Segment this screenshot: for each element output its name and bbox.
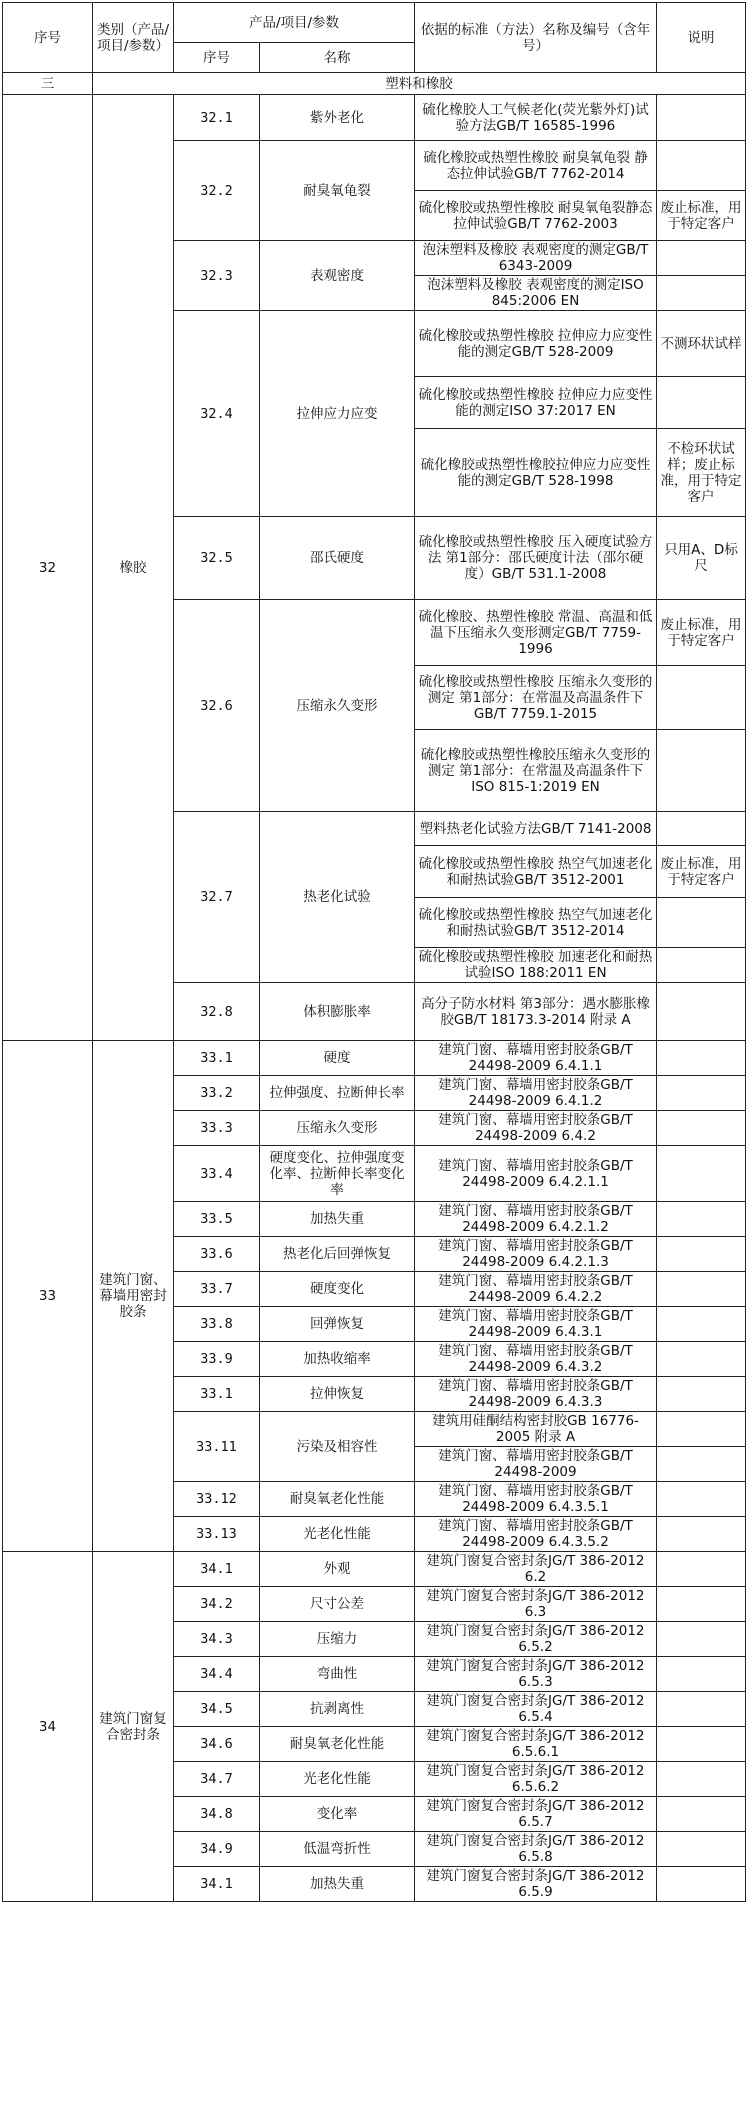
standard-cell: 建筑门窗复合密封条JG/T 386-2012 6.5.7 — [415, 1797, 657, 1832]
standard-cell: 硫化橡胶或热塑性橡胶 加速老化和耐热试验ISO 188:2011 EN — [415, 948, 657, 983]
item-number-cell: 34.4 — [174, 1657, 260, 1692]
remark-cell — [657, 730, 746, 812]
item-number-cell: 33.7 — [174, 1272, 260, 1307]
remark-cell — [657, 1237, 746, 1272]
standard-cell: 硫化橡胶或热塑性橡胶 耐臭氧龟裂 静态拉伸试验GB/T 7762-2014 — [415, 141, 657, 191]
section-row — [3, 73, 746, 95]
remark-cell — [657, 1447, 746, 1482]
item-number-cell: 32.8 — [174, 983, 260, 1041]
standard-cell: 建筑门窗、幕墙用密封胶条GB/T 24498-2009 6.4.2 — [415, 1111, 657, 1146]
item-name-cell: 低温弯折性 — [260, 1832, 415, 1867]
item-name-cell: 变化率 — [260, 1797, 415, 1832]
standard-cell: 建筑门窗复合密封条JG/T 386-2012 6.3 — [415, 1587, 657, 1622]
header-sub-seq: 序号 — [174, 43, 260, 73]
standard-cell: 建筑门窗、幕墙用密封胶条GB/T 24498-2009 6.4.1.1 — [415, 1041, 657, 1076]
remark-cell: 不检环状试样；废止标准，用于特定客户 — [657, 429, 746, 517]
remark-cell — [657, 1146, 746, 1202]
item-name-cell: 压缩力 — [260, 1622, 415, 1657]
header-standard: 依据的标准（方法）名称及编号（含年号） — [415, 3, 657, 73]
remark-cell — [657, 377, 746, 429]
standard-cell: 硫化橡胶或热塑性橡胶 压入硬度试验方法 第1部分：邵氏硬度计法（邵尔硬度）GB/T 531.1-2008 — [415, 517, 657, 600]
standard-cell: 建筑门窗、幕墙用密封胶条GB/T 24498-2009 6.4.3.3 — [415, 1377, 657, 1412]
remark-cell — [657, 812, 746, 846]
remark-cell: 废止标准，用于特定客户 — [657, 191, 746, 241]
group-category-cell: 建筑门窗、幕墙用密封胶条 — [93, 1041, 174, 1552]
standard-cell: 建筑门窗复合密封条JG/T 386-2012 6.2 — [415, 1552, 657, 1587]
header-seq: 序号 — [3, 3, 93, 73]
item-number-cell: 32.1 — [174, 95, 260, 141]
standard-cell: 建筑门窗、幕墙用密封胶条GB/T 24498-2009 6.4.3.5.1 — [415, 1482, 657, 1517]
remark-cell — [657, 1517, 746, 1552]
item-name-cell: 硬度 — [260, 1041, 415, 1076]
remark-cell: 废止标准，用于特定客户 — [657, 600, 746, 666]
item-name-cell: 拉伸恢复 — [260, 1377, 415, 1412]
header-name: 名称 — [260, 43, 415, 73]
standard-cell: 建筑门窗、幕墙用密封胶条GB/T 24498-2009 6.4.3.2 — [415, 1342, 657, 1377]
standard-cell: 硫化橡胶或热塑性橡胶 耐臭氧龟裂静态拉伸试验GB/T 7762-2003 — [415, 191, 657, 241]
standard-cell: 硫化橡胶或热塑性橡胶 拉伸应力应变性能的测定GB/T 528-2009 — [415, 311, 657, 377]
table-header — [3, 3, 746, 73]
item-name-cell: 尺寸公差 — [260, 1587, 415, 1622]
header-category: 类别（产品/项目/参数） — [93, 3, 174, 73]
item-number-cell: 33.8 — [174, 1307, 260, 1342]
remark-cell — [657, 276, 746, 311]
item-number-cell: 33.13 — [174, 1517, 260, 1552]
remark-cell — [657, 1727, 746, 1762]
standard-cell: 建筑门窗复合密封条JG/T 386-2012 6.5.8 — [415, 1832, 657, 1867]
header-product-group: 产品/项目/参数 — [174, 3, 415, 43]
item-number-cell: 34.1 — [174, 1867, 260, 1902]
remark-cell — [657, 1692, 746, 1727]
remark-cell — [657, 1076, 746, 1111]
standard-cell: 泡沫塑料及橡胶 表观密度的测定GB/T 6343-2009 — [415, 241, 657, 276]
item-number-cell: 33.12 — [174, 1482, 260, 1517]
standard-cell: 建筑门窗复合密封条JG/T 386-2012 6.5.6.2 — [415, 1762, 657, 1797]
standard-cell: 硫化橡胶或热塑性橡胶 拉伸应力应变性能的测定ISO 37:2017 EN — [415, 377, 657, 429]
remark-cell — [657, 1377, 746, 1412]
item-name-cell: 表观密度 — [260, 241, 415, 311]
standard-cell: 硫化橡胶或热塑性橡胶压缩永久变形的测定 第1部分：在常温及高温条件下ISO 815-1:2019 EN — [415, 730, 657, 812]
standard-cell: 高分子防水材料 第3部分：遇水膨胀橡胶GB/T 18173.3-2014 附录 A — [415, 983, 657, 1041]
group-seq-cell: 33 — [3, 1041, 93, 1552]
table-body — [3, 73, 746, 1902]
item-number-cell: 32.3 — [174, 241, 260, 311]
remark-cell — [657, 1412, 746, 1447]
item-number-cell: 33.4 — [174, 1146, 260, 1202]
remark-cell — [657, 1202, 746, 1237]
item-number-cell: 34.6 — [174, 1727, 260, 1762]
remark-cell: 只用A、D标尺 — [657, 517, 746, 600]
item-name-cell: 硬度变化、拉伸强度变化率、拉断伸长率变化率 — [260, 1146, 415, 1202]
standard-cell: 建筑门窗复合密封条JG/T 386-2012 6.5.6.1 — [415, 1727, 657, 1762]
item-name-cell: 弯曲性 — [260, 1657, 415, 1692]
item-name-cell: 热老化试验 — [260, 812, 415, 983]
item-name-cell: 光老化性能 — [260, 1517, 415, 1552]
item-number-cell: 32.6 — [174, 600, 260, 812]
standard-cell: 建筑门窗、幕墙用密封胶条GB/T 24498-2009 6.4.2.1.2 — [415, 1202, 657, 1237]
standard-cell: 硫化橡胶、热塑性橡胶 常温、高温和低温下压缩永久变形测定GB/T 7759-1996 — [415, 600, 657, 666]
remark-cell — [657, 1657, 746, 1692]
item-number-cell: 32.2 — [174, 141, 260, 241]
item-name-cell: 压缩永久变形 — [260, 1111, 415, 1146]
item-name-cell: 紫外老化 — [260, 95, 415, 141]
item-name-cell: 光老化性能 — [260, 1762, 415, 1797]
item-name-cell: 拉伸应力应变 — [260, 311, 415, 517]
section-number: 三 — [3, 73, 93, 95]
standard-cell: 建筑门窗、幕墙用密封胶条GB/T 24498-2009 6.4.2.1.1 — [415, 1146, 657, 1202]
standard-cell: 建筑门窗、幕墙用密封胶条GB/T 24498-2009 6.4.1.2 — [415, 1076, 657, 1111]
remark-cell — [657, 1272, 746, 1307]
standard-cell: 硫化橡胶或热塑性橡胶 热空气加速老化和耐热试验GB/T 3512-2001 — [415, 846, 657, 898]
item-number-cell: 34.1 — [174, 1552, 260, 1587]
item-name-cell: 回弹恢复 — [260, 1307, 415, 1342]
header-remark: 说明 — [657, 3, 746, 73]
item-name-cell: 体积膨胀率 — [260, 983, 415, 1041]
group-category-cell: 橡胶 — [93, 95, 174, 1041]
remark-cell — [657, 95, 746, 141]
item-number-cell: 33.6 — [174, 1237, 260, 1272]
standard-cell: 泡沫塑料及橡胶 表观密度的测定ISO 845:2006 EN — [415, 276, 657, 311]
item-name-cell: 耐臭氧龟裂 — [260, 141, 415, 241]
remark-cell — [657, 241, 746, 276]
standard-cell: 硫化橡胶或热塑性橡胶 热空气加速老化和耐热试验GB/T 3512-2014 — [415, 898, 657, 948]
standard-cell: 塑料热老化试验方法GB/T 7141-2008 — [415, 812, 657, 846]
standard-cell: 建筑门窗复合密封条JG/T 386-2012 6.5.2 — [415, 1622, 657, 1657]
item-number-cell: 32.7 — [174, 812, 260, 983]
item-number-cell: 33.1 — [174, 1041, 260, 1076]
item-name-cell: 硬度变化 — [260, 1272, 415, 1307]
group-seq-cell: 32 — [3, 95, 93, 1041]
group-seq-cell: 34 — [3, 1552, 93, 1902]
item-number-cell: 33.11 — [174, 1412, 260, 1482]
item-number-cell: 33.2 — [174, 1076, 260, 1111]
item-number-cell: 34.9 — [174, 1832, 260, 1867]
remark-cell — [657, 898, 746, 948]
item-name-cell: 加热失重 — [260, 1202, 415, 1237]
item-number-cell: 33.5 — [174, 1202, 260, 1237]
remark-cell — [657, 666, 746, 730]
item-number-cell: 32.5 — [174, 517, 260, 600]
standard-cell: 硫化橡胶人工气候老化(荧光紫外灯)试验方法GB/T 16585-1996 — [415, 95, 657, 141]
item-number-cell: 32.4 — [174, 311, 260, 517]
remark-cell — [657, 1342, 746, 1377]
item-name-cell: 拉伸强度、拉断伸长率 — [260, 1076, 415, 1111]
remark-cell — [657, 1552, 746, 1587]
item-name-cell: 加热失重 — [260, 1867, 415, 1902]
table-row — [3, 95, 746, 141]
remark-cell: 不测环状试样 — [657, 311, 746, 377]
item-name-cell: 热老化后回弹恢复 — [260, 1237, 415, 1272]
standard-cell: 建筑门窗、幕墙用密封胶条GB/T 24498-2009 6.4.3.1 — [415, 1307, 657, 1342]
remark-cell — [657, 1867, 746, 1902]
standard-cell: 建筑门窗、幕墙用密封胶条GB/T 24498-2009 6.4.2.1.3 — [415, 1237, 657, 1272]
standard-cell: 建筑门窗复合密封条JG/T 386-2012 6.5.9 — [415, 1867, 657, 1902]
item-number-cell: 34.7 — [174, 1762, 260, 1797]
table-row — [3, 1552, 746, 1587]
standard-cell: 建筑门窗复合密封条JG/T 386-2012 6.5.3 — [415, 1657, 657, 1692]
remark-cell — [657, 983, 746, 1041]
remark-cell — [657, 1041, 746, 1076]
item-name-cell: 外观 — [260, 1552, 415, 1587]
remark-cell — [657, 1307, 746, 1342]
remark-cell: 废止标准，用于特定客户 — [657, 846, 746, 898]
item-number-cell: 33.1 — [174, 1377, 260, 1412]
remark-cell — [657, 1797, 746, 1832]
item-number-cell: 33.3 — [174, 1111, 260, 1146]
standards-table — [2, 2, 746, 1902]
remark-cell — [657, 1111, 746, 1146]
table-row — [3, 1041, 746, 1076]
standard-cell: 建筑门窗、幕墙用密封胶条GB/T 24498-2009 — [415, 1447, 657, 1482]
remark-cell — [657, 1587, 746, 1622]
remark-cell — [657, 1832, 746, 1867]
item-number-cell: 34.3 — [174, 1622, 260, 1657]
item-name-cell: 加热收缩率 — [260, 1342, 415, 1377]
remark-cell — [657, 141, 746, 191]
section-title: 塑料和橡胶 — [93, 73, 746, 95]
item-name-cell: 耐臭氧老化性能 — [260, 1727, 415, 1762]
item-number-cell: 34.5 — [174, 1692, 260, 1727]
remark-cell — [657, 1482, 746, 1517]
standard-cell: 建筑用硅酮结构密封胶GB 16776-2005 附录 A — [415, 1412, 657, 1447]
item-name-cell: 压缩永久变形 — [260, 600, 415, 812]
item-number-cell: 34.2 — [174, 1587, 260, 1622]
group-category-cell: 建筑门窗复合密封条 — [93, 1552, 174, 1902]
item-number-cell: 33.9 — [174, 1342, 260, 1377]
standard-cell: 建筑门窗、幕墙用密封胶条GB/T 24498-2009 6.4.3.5.2 — [415, 1517, 657, 1552]
item-name-cell: 抗剥离性 — [260, 1692, 415, 1727]
standard-cell: 建筑门窗、幕墙用密封胶条GB/T 24498-2009 6.4.2.2 — [415, 1272, 657, 1307]
remark-cell — [657, 948, 746, 983]
item-name-cell: 邵氏硬度 — [260, 517, 415, 600]
item-name-cell: 耐臭氧老化性能 — [260, 1482, 415, 1517]
remark-cell — [657, 1762, 746, 1797]
standard-cell: 硫化橡胶或热塑性橡胶拉伸应力应变性能的测定GB/T 528-1998 — [415, 429, 657, 517]
remark-cell — [657, 1622, 746, 1657]
item-number-cell: 34.8 — [174, 1797, 260, 1832]
standard-cell: 建筑门窗复合密封条JG/T 386-2012 6.5.4 — [415, 1692, 657, 1727]
item-name-cell: 污染及相容性 — [260, 1412, 415, 1482]
standard-cell: 硫化橡胶或热塑性橡胶 压缩永久变形的测定 第1部分：在常温及高温条件下GB/T 7759.1-2015 — [415, 666, 657, 730]
